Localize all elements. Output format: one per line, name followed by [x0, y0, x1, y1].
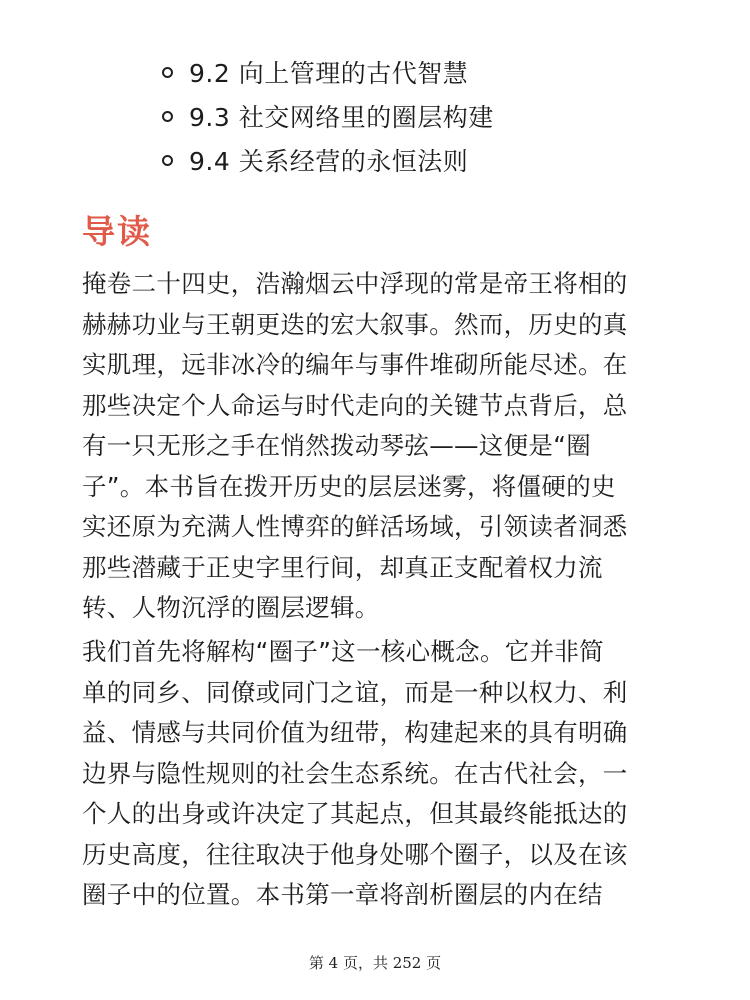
hollow-bullet-icon — [162, 155, 173, 166]
text-line: 圈子中的位置。本书第一章将剖析圈层的内在结 — [82, 880, 603, 909]
text-line: 那些决定个人命运与时代走向的关键节点背后，总 — [82, 390, 628, 420]
text-line: 实还原为充满人性博弈的鲜活场域，引领读者洞悉 — [82, 512, 628, 541]
text-line: 历史高度，往往取决于他身处哪个圈子，以及在该 — [82, 839, 628, 869]
text-line: 实肌理，远非冰冷的编年与事件堆砌所能尽述。在 — [82, 350, 628, 379]
toc-item[interactable] — [162, 94, 494, 138]
text-line: 掩卷二十四史，浩瀚烟云中浮现的常是帝王将相的 — [82, 269, 628, 298]
toc-item[interactable] — [162, 50, 494, 94]
toc-item[interactable] — [162, 138, 494, 182]
hollow-bullet-icon — [162, 111, 173, 122]
body-paragraph — [82, 632, 672, 916]
text-line: 转、人物沉浮的圈层逻辑。 — [82, 593, 380, 622]
text-line: 个人的出身或许决定了其起点，但其最终能抵达的 — [82, 799, 628, 828]
text-line: 赫赫功业与王朝更迭的宏大叙事。然而，历史的真 — [82, 309, 628, 339]
section-heading: 导读 — [82, 212, 152, 251]
text-line: 有一只无形之手在悄然拨动琴弦——这便是“圈 — [82, 431, 591, 460]
toc-list — [162, 50, 494, 182]
text-line: 单的同乡、同僚或同门之谊，而是一种以权力、利 — [82, 677, 628, 707]
page-number-footer: 第 4 页，共 252 页 — [308, 954, 442, 972]
toc-item-label: 9.4 关系经营的永恒法则 — [189, 147, 469, 176]
text-line: 我们首先将解构“圈子”这一核心概念。它并非简 — [82, 637, 604, 666]
toc-item-label: 9.2 向上管理的古代智慧 — [189, 59, 469, 88]
hollow-bullet-icon — [162, 67, 173, 78]
text-line: 边界与隐性规则的社会生态系统。在古代社会，一 — [82, 758, 628, 788]
text-line: 子”。本书旨在拨开历史的层层迷雾，将僵硬的史 — [82, 471, 616, 501]
text-line: 益、情感与共同价值为纽带，构建起来的具有明确 — [82, 718, 628, 747]
body-paragraph — [82, 264, 672, 629]
text-line: 那些潜藏于正史字里行间，却真正支配着权力流 — [82, 552, 603, 582]
toc-item-label: 9.3 社交网络里的圈层构建 — [189, 103, 494, 132]
